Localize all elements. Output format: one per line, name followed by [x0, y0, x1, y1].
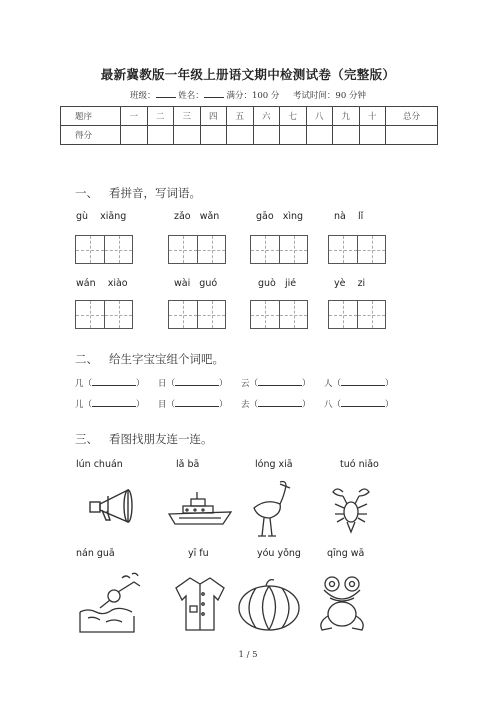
- score-input-cell[interactable]: [280, 126, 307, 145]
- paren: （: [166, 400, 176, 410]
- paren: （: [83, 400, 93, 410]
- pinyin-item: [174, 278, 217, 289]
- score-input-cell[interactable]: [121, 126, 148, 145]
- page-title: 最新冀教版一年级上册语文期中检测试卷（完整版）: [100, 67, 396, 82]
- section-title: 看拼音，写词语。: [109, 186, 201, 200]
- pinyin-syllable: wán: [76, 278, 96, 289]
- word-item: [75, 398, 158, 410]
- score-input-cell[interactable]: [174, 126, 201, 145]
- paren: （: [249, 400, 259, 410]
- score-header-cell: 一: [121, 107, 148, 126]
- score-header-cell: 二: [147, 107, 174, 126]
- answer-line[interactable]: [258, 378, 302, 386]
- paren: （: [332, 379, 342, 389]
- pinyin-label: qīng wā: [327, 548, 365, 559]
- section-title: 给生字宝宝组个词吧。: [109, 352, 224, 366]
- swimmer-icon[interactable]: [74, 572, 158, 636]
- exam-info: [0, 89, 496, 101]
- character: 日: [158, 379, 167, 389]
- score-input-cell[interactable]: [253, 126, 280, 145]
- score-label: 满分：100 分: [226, 91, 280, 101]
- page-number: 1 / 5: [238, 650, 258, 660]
- score-header-cell: 五: [227, 107, 254, 126]
- writing-grid[interactable]: [168, 300, 226, 329]
- score-input-cell[interactable]: [200, 126, 227, 145]
- word-item: [241, 398, 324, 410]
- pinyin-syllable: guò: [258, 278, 276, 289]
- score-header-cell: 四: [200, 107, 227, 126]
- character: 人: [324, 379, 333, 389]
- pinyin-item: [76, 278, 128, 289]
- section-number: 三、: [75, 432, 98, 446]
- word-item: [241, 377, 324, 389]
- paren: ）: [219, 379, 228, 389]
- word-item: [158, 377, 241, 389]
- score-input-cell[interactable]: [333, 126, 360, 145]
- pinyin-item: [334, 278, 365, 289]
- answer-line[interactable]: [175, 399, 219, 407]
- pinyin-label: nán guā: [76, 548, 115, 559]
- pinyin-item: [256, 211, 303, 222]
- pinyin-syllable: nà: [334, 211, 346, 222]
- character: 去: [241, 400, 250, 410]
- name-label: 姓名：: [178, 91, 204, 101]
- word-item: [324, 377, 407, 389]
- ostrich-icon[interactable]: [246, 478, 294, 540]
- pinyin-syllable: wǎn: [199, 211, 220, 222]
- score-input-cell[interactable]: [359, 126, 386, 145]
- paren: ）: [385, 379, 394, 389]
- word-row: [75, 398, 407, 410]
- answer-line[interactable]: [92, 378, 136, 386]
- pinyin-syllable: zǎo: [174, 211, 191, 222]
- pinyin-label: yī fu: [188, 548, 209, 559]
- writing-grid[interactable]: [328, 235, 386, 264]
- word-item: [75, 377, 158, 389]
- paren: （: [332, 400, 342, 410]
- pinyin-syllable: xiào: [107, 278, 128, 289]
- paren: ）: [136, 400, 145, 410]
- character: 云: [241, 379, 250, 389]
- paren: （: [166, 379, 176, 389]
- megaphone-icon[interactable]: [80, 484, 150, 532]
- writing-grid[interactable]: [75, 235, 133, 264]
- pinyin-label: lǎ bā: [176, 459, 200, 470]
- writing-grid[interactable]: [250, 235, 308, 264]
- paren: ）: [302, 379, 311, 389]
- answer-line[interactable]: [341, 399, 385, 407]
- time-label: 考试时间：90 分钟: [292, 91, 366, 101]
- score-header-cell: 七: [280, 107, 307, 126]
- clothes-icon[interactable]: [170, 572, 230, 636]
- score-header-cell: 九: [333, 107, 360, 126]
- pinyin-label: lún chuán: [76, 459, 123, 470]
- score-header-cell: 八: [306, 107, 333, 126]
- lobster-icon[interactable]: [323, 484, 379, 536]
- pinyin-syllable: lǐ: [357, 211, 364, 222]
- writing-grid[interactable]: [168, 235, 226, 264]
- pinyin-syllable: zi: [357, 278, 366, 289]
- class-blank[interactable]: [156, 89, 176, 98]
- pinyin-syllable: xìng: [282, 211, 304, 222]
- writing-grid[interactable]: [328, 300, 386, 329]
- paren: ）: [136, 379, 145, 389]
- pinyin-syllable: xiāng: [100, 211, 127, 222]
- word-item: [324, 398, 407, 410]
- pinyin-item: [174, 211, 219, 222]
- answer-line[interactable]: [175, 378, 219, 386]
- paren: ）: [219, 400, 228, 410]
- pumpkin-icon[interactable]: [236, 576, 302, 634]
- character: 儿: [75, 400, 84, 410]
- pinyin-syllable: gāo: [256, 211, 274, 222]
- pinyin-syllable: gù: [76, 211, 89, 222]
- answer-line[interactable]: [92, 399, 136, 407]
- score-table: [60, 106, 438, 145]
- pinyin-syllable: guó: [199, 278, 218, 289]
- name-blank[interactable]: [204, 89, 224, 98]
- score-input-cell[interactable]: [147, 126, 174, 145]
- writing-grid[interactable]: [75, 300, 133, 329]
- pinyin-item: [334, 211, 363, 222]
- score-header-cell: 总分: [386, 107, 438, 126]
- pinyin-syllable: yè: [334, 278, 346, 289]
- paren: （: [249, 379, 259, 389]
- section-3-heading: [75, 431, 213, 447]
- pinyin-item: [76, 211, 126, 222]
- word-row: [75, 377, 407, 389]
- section-number: 二、: [75, 352, 98, 366]
- section-1-heading: [75, 185, 201, 201]
- paren: ）: [385, 400, 394, 410]
- frog-icon[interactable]: [314, 574, 370, 634]
- pinyin-syllable: wài: [174, 278, 191, 289]
- score-input-cell[interactable]: [306, 126, 333, 145]
- score-input-cell[interactable]: [386, 126, 438, 145]
- score-input-cell[interactable]: [227, 126, 254, 145]
- character: 八: [324, 400, 333, 410]
- pinyin-label: yóu yǒng: [257, 548, 301, 559]
- answer-line[interactable]: [341, 378, 385, 386]
- paren: ）: [302, 400, 311, 410]
- section-2-heading: [75, 351, 224, 367]
- character: 目: [158, 400, 167, 410]
- score-header-cell: 三: [174, 107, 201, 126]
- score-row-label: 得分: [61, 126, 121, 145]
- pinyin-item: [258, 278, 296, 289]
- pinyin-label: tuó niǎo: [340, 459, 379, 470]
- pinyin-syllable: jié: [284, 278, 297, 289]
- paren: （: [83, 379, 93, 389]
- word-item: [158, 398, 241, 410]
- section-title: 看图找朋友连一连。: [109, 432, 213, 446]
- answer-line[interactable]: [258, 399, 302, 407]
- score-header-cell: 题序: [61, 107, 121, 126]
- score-header-cell: 六: [253, 107, 280, 126]
- section-number: 一、: [75, 186, 98, 200]
- pinyin-label: lóng xiā: [255, 459, 293, 470]
- score-header-row: [61, 107, 438, 126]
- score-header-cell: 十: [359, 107, 386, 126]
- class-label: 班级：: [130, 91, 156, 101]
- character: 几: [75, 379, 84, 389]
- writing-grid[interactable]: [250, 300, 308, 329]
- ship-icon[interactable]: [165, 490, 235, 530]
- score-value-row: [61, 126, 438, 145]
